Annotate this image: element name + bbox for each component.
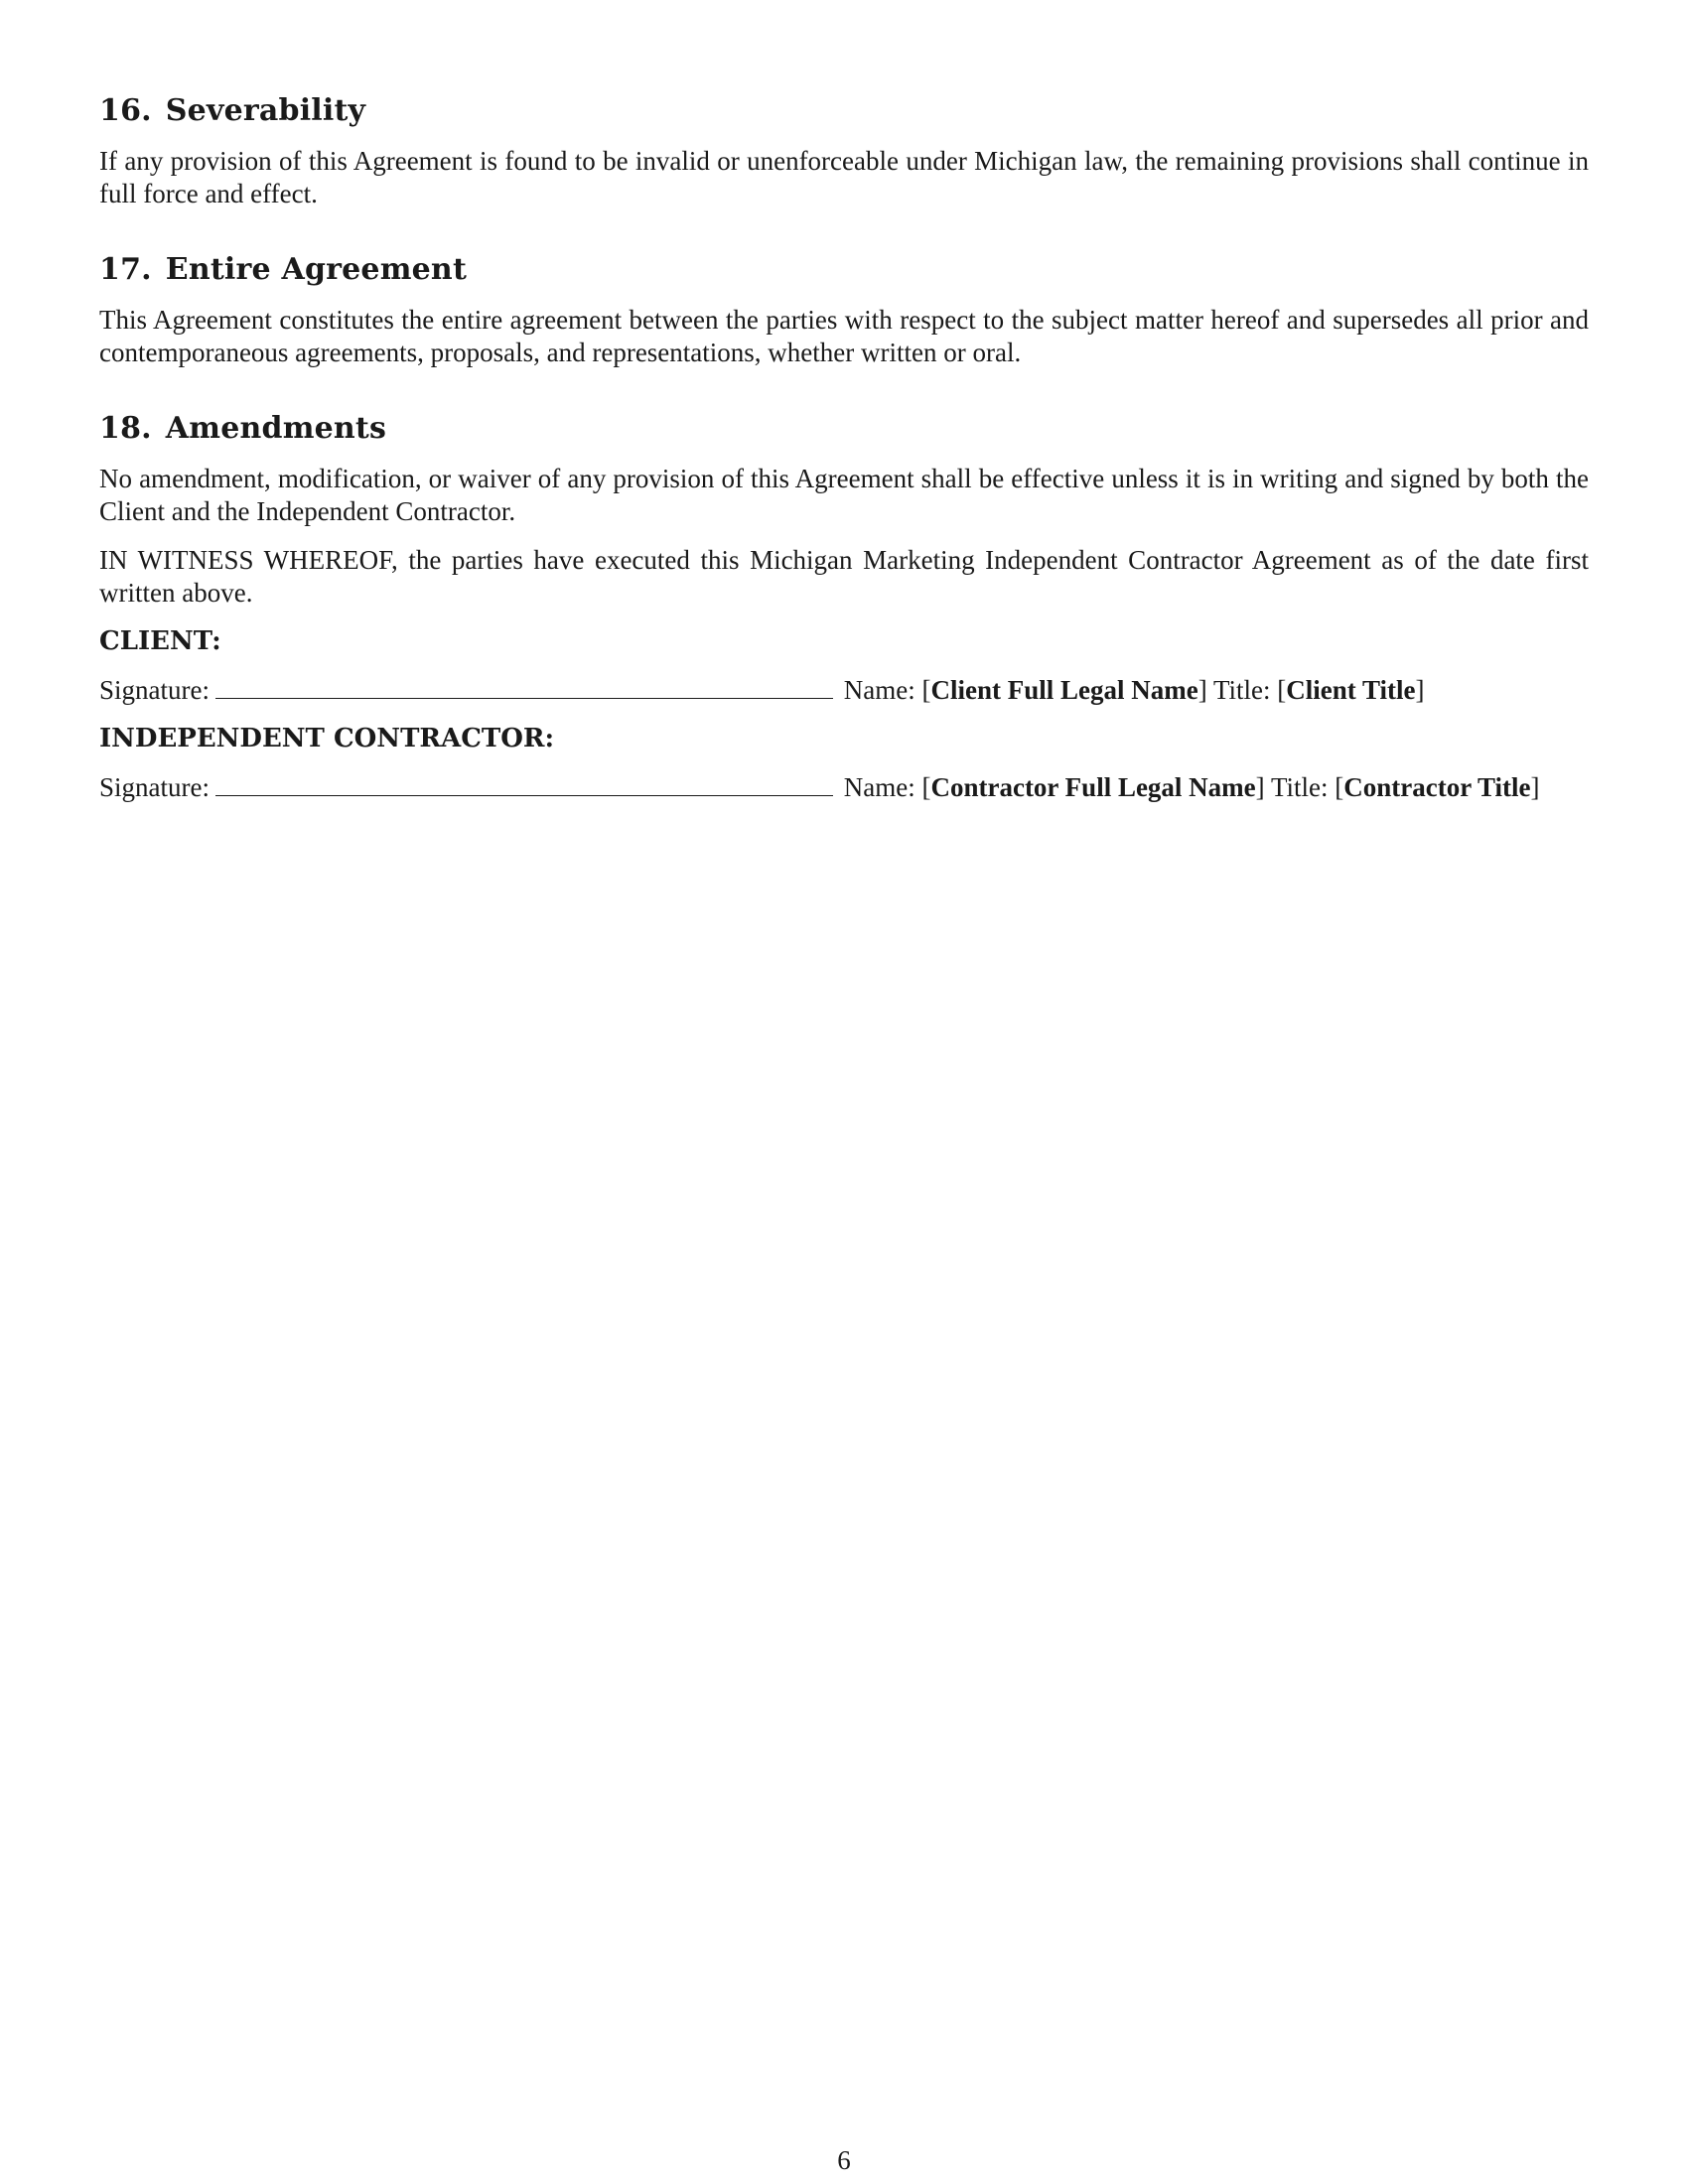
contractor-signature-line: Signature: Name: [Contractor Full Legal Name] Title: [Contractor Title] — [99, 772, 1540, 802]
signature-block-contractor — [99, 723, 1589, 804]
section-heading — [99, 91, 1589, 131]
section-severability — [99, 91, 1589, 210]
section-paragraph: If any provision of this Agreement is found to be invalid or unenforceable under Michigan law, the remaining provisions shall continue in full force and effect. — [99, 146, 1589, 208]
client-title-value: Client Title — [1286, 675, 1416, 705]
section-paragraph: This Agreement constitutes the entire agreement between the parties with respect to the subject matter hereof and supersedes all prior and contemporaneous agreements, proposals, and representations, whether written or oral. — [99, 305, 1589, 367]
client-party-label: CLIENT: — [99, 626, 221, 656]
name-label: Name: — [843, 772, 915, 802]
document-page — [99, 91, 1589, 820]
section-heading — [99, 409, 1589, 449]
witness-paragraph: IN WITNESS WHEREOF, the parties have executed this Michigan Marketing Independent Contractor Agreement as of the date first written above. — [99, 545, 1589, 608]
page-number: 6 — [837, 2145, 851, 2175]
contractor-party-label: INDEPENDENT CONTRACTOR: — [99, 724, 555, 753]
client-signature-line: Signature: Name: [Client Full Legal Name] Title: [Client Title] — [99, 675, 1425, 705]
section-paragraph: No amendment, modification, or waiver of any provision of this Agreement shall be effective unless it is in writing and signed by both the Client and the Independent Contractor. — [99, 464, 1589, 526]
contractor-title-value: Contractor Title — [1343, 772, 1531, 802]
signature-block-client — [99, 625, 1589, 707]
section-title: Entire Agreement — [165, 252, 467, 287]
signature-label: Signature: — [99, 675, 210, 705]
section-number: 18. — [99, 411, 152, 446]
contractor-name-value: Contractor Full Legal Name — [930, 772, 1256, 802]
section-number: 16. — [99, 93, 152, 128]
section-number: 17. — [99, 252, 152, 287]
contractor-signature-field[interactable] — [215, 771, 833, 796]
section-title: Amendments — [165, 411, 387, 446]
client-name-value: Client Full Legal Name — [930, 675, 1198, 705]
name-label: Name: — [843, 675, 915, 705]
signature-label: Signature: — [99, 772, 210, 802]
section-heading — [99, 250, 1589, 290]
section-title: Severability — [165, 93, 366, 128]
title-label: Title: — [1270, 772, 1329, 802]
section-entire-agreement — [99, 250, 1589, 369]
client-signature-field[interactable] — [215, 674, 833, 699]
section-amendments — [99, 409, 1589, 610]
title-label: Title: — [1212, 675, 1271, 705]
